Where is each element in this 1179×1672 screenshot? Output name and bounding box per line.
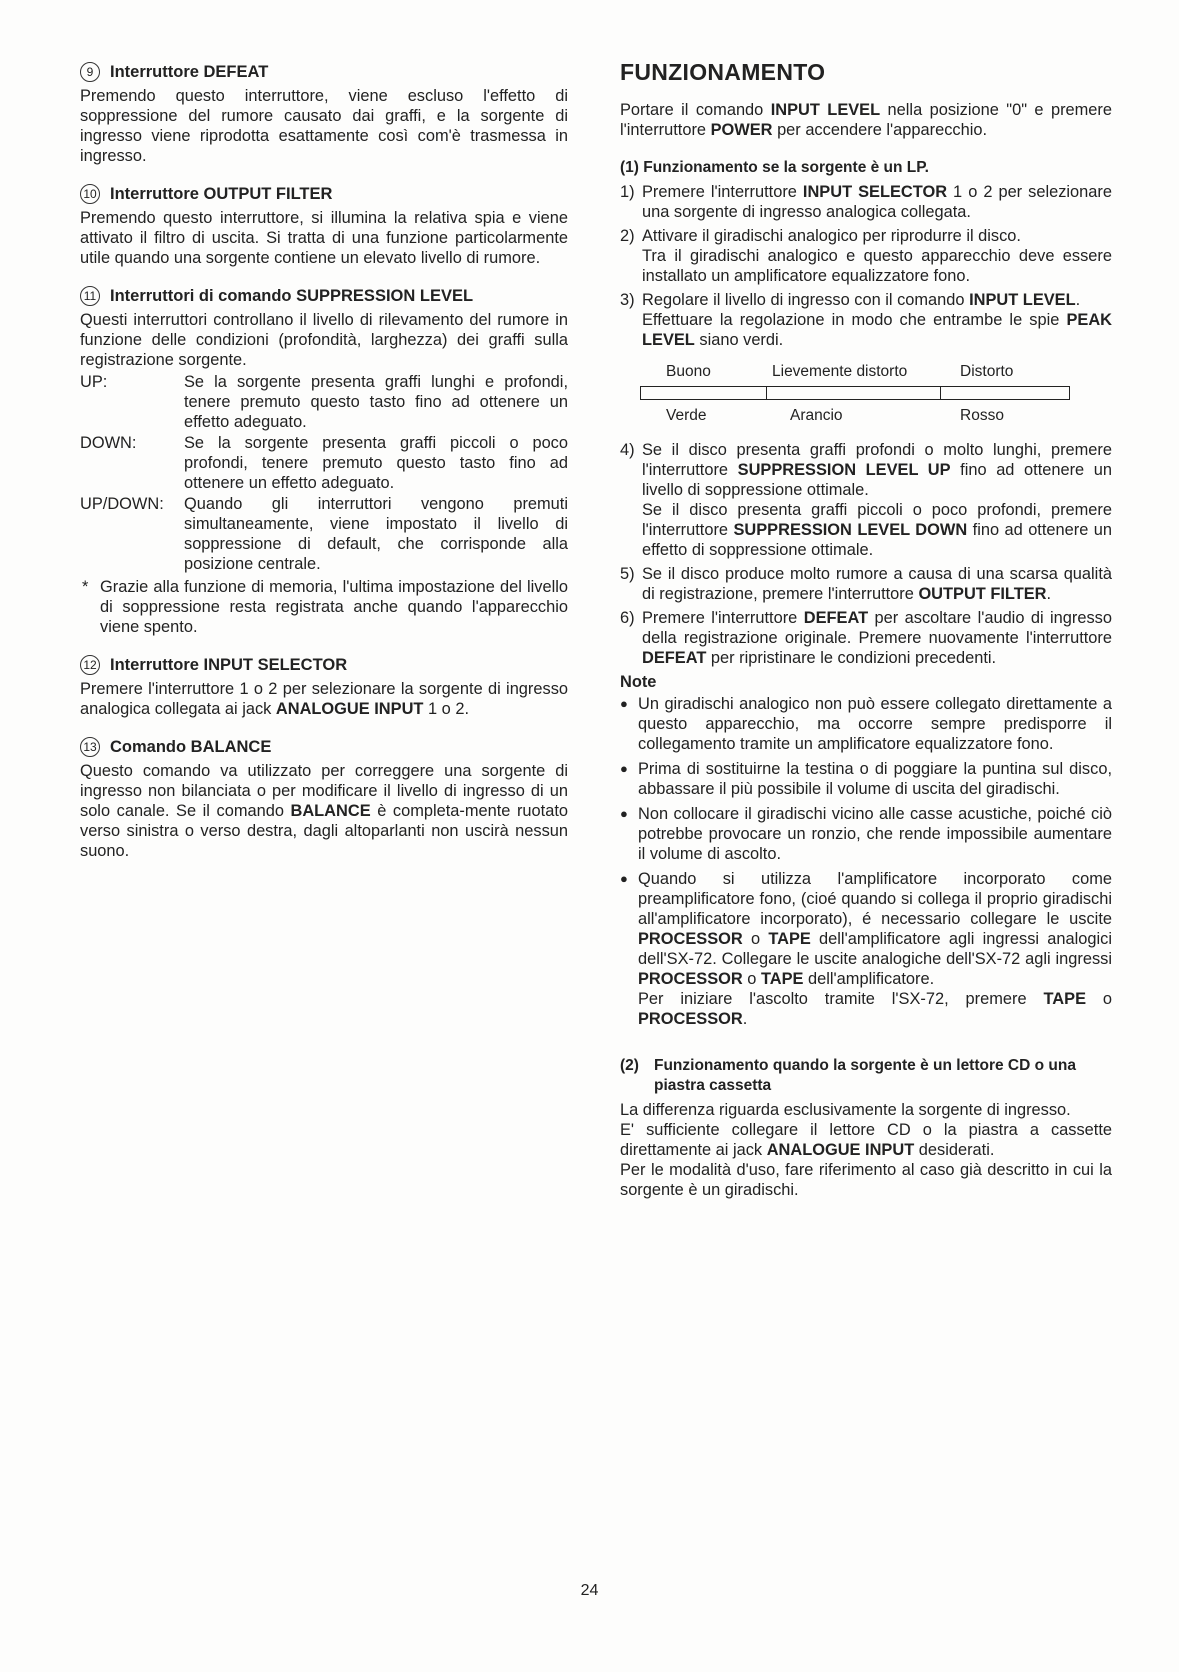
- text-run: Effettuare la regolazione in modo che entrambe le spie: [642, 311, 1067, 329]
- section-body: Premendo questo interruttore, si illumina la relativa spia e viene attivato il filtro di uscita. Si tratta di una funzione particolarmente utile quando una sorgente contiene un elevato livello di rumore.: [80, 209, 568, 267]
- text-run: nella posizione "0" e premere l'interruttore: [620, 101, 1112, 139]
- note-text: Un giradischi analogico non può essere collegato direttamente a questo apparecchio, ma occorre sempre predisporre il collegamento tramite un amplificatore equalizzatore fono.: [638, 695, 1112, 753]
- bold-term: TAPE: [768, 930, 811, 948]
- peak-scale-bar: [640, 386, 1070, 400]
- text-run: o: [742, 970, 761, 988]
- note-text: Prima di sostituirne la testina o di poggiare la puntina sul disco, abbassare il più possibile il volume di uscita del giradischi.: [638, 760, 1112, 798]
- cd-paragraph: Per le modalità d'uso, fare riferimento al caso già descritto in cui la sorgente è un giradischi.: [620, 1161, 1112, 1199]
- section-output-filter: [80, 184, 568, 268]
- peak-scale-tick: [766, 386, 767, 400]
- bold-term: INPUT LEVEL: [969, 291, 1076, 309]
- note-text: [638, 869, 1112, 1029]
- cd-heading: [620, 1056, 1112, 1096]
- section-heading: [80, 286, 568, 306]
- text-run: .: [742, 1010, 748, 1028]
- circled-number: 9: [80, 62, 100, 82]
- text-run: siano verdi.: [694, 331, 784, 349]
- definition-desc: Se la sorgente presenta graffi piccoli o poco profondi, tenere premuto questo tasto fino ad ottenere un effetto adeguato.: [184, 434, 568, 492]
- text-run: Premere l'interruttore 1 o 2 per selezionare la sorgente di ingresso analogica collegata ai jack: [80, 680, 568, 718]
- bold-term: DEFEAT: [642, 649, 707, 667]
- definition-term: DOWN:: [80, 434, 137, 452]
- peak-color-red: Rosso: [960, 407, 1004, 424]
- text-run: Questo comando va utilizzato per correggere una sorgente di ingresso non bilanciata o per modificare il livello di ingresso di un solo canale. Se il comando: [80, 762, 568, 820]
- note-item: [620, 869, 1112, 1029]
- memory-note: [80, 577, 568, 637]
- peak-color-green: Verde: [666, 407, 707, 424]
- step-item: [620, 226, 1112, 286]
- section-title: Interruttore INPUT SELECTOR: [110, 656, 348, 674]
- lp-heading: (1) Funzionamento se la sorgente è un LP.: [620, 159, 929, 176]
- peak-label-distorted: Distorto: [960, 363, 1014, 380]
- section-heading: [80, 737, 568, 757]
- bold-term: INPUT LEVEL: [770, 101, 881, 119]
- step-text: [642, 290, 1112, 350]
- text-run: dell'amplificatore agli ingressi analogici dell'SX-72. Collegare le uscite analogiche dell'SX-72 agli ingressi: [638, 930, 1112, 968]
- text-run: Regolare il livello di ingresso con il comando: [642, 291, 970, 309]
- definition-list: [80, 372, 568, 574]
- left-column: [80, 62, 568, 879]
- text-run: Attivare il giradischi analogico per riprodurre il disco.: [642, 227, 1021, 245]
- step-item: [620, 608, 1112, 668]
- cd-paragraph: La differenza riguarda esclusivamente la sorgente di ingresso.: [620, 1101, 1071, 1119]
- note-text: Non collocare il giradischi vicino alle casse acustiche, poiché ciò potrebbe provocare un ronzio, che rende impossibile aumentare il volume di ascolto.: [638, 805, 1112, 863]
- text-run: per accendere l'apparecchio.: [772, 121, 988, 139]
- bold-term: TAPE: [760, 970, 804, 988]
- peak-label-slight: Lievemente distorto: [772, 363, 908, 380]
- text-run: .: [1075, 291, 1081, 309]
- text-run: Quando si utilizza l'amplificatore incorporato come preamplificatore fono, (cioé quando si collega il proprio giradischi all'amplificatore incorporato), é necessario collegare le uscite: [638, 870, 1112, 928]
- section-suppression-level: [80, 286, 568, 637]
- bullet-icon: ●: [620, 871, 628, 886]
- bold-term: OUTPUT FILTER: [918, 585, 1047, 603]
- bullet-icon: ●: [620, 806, 628, 821]
- circled-number: 11: [80, 286, 100, 306]
- bullet-icon: ●: [620, 761, 628, 776]
- bold-term: PROCESSOR: [638, 930, 743, 948]
- section-body: [80, 679, 568, 719]
- bold-term: POWER: [710, 121, 773, 139]
- bold-term: INPUT SELECTOR: [802, 183, 948, 201]
- bold-term: PEAK LEVEL: [642, 311, 1112, 349]
- section-defeat: [80, 62, 568, 166]
- step-number: 1): [620, 183, 635, 201]
- text-run: Se il disco presenta graffi piccoli o poco profondi, premere l'interruttore: [642, 501, 1112, 539]
- memory-note-text: Grazie alla funzione di memoria, l'ultima impostazione del livello di soppressione resta registrata anche quando l'apparecchio viene spento.: [100, 578, 568, 636]
- text-run: dell'amplificatore.: [803, 970, 935, 988]
- text-run: è completa-mente ruotato verso sinistra o verso destra, dagli altoparlanti non uscirà nessun suono.: [80, 802, 568, 860]
- note-item: [620, 759, 1112, 799]
- definition-item: [80, 433, 568, 493]
- page-number: 24: [580, 1582, 599, 1599]
- step-item: [620, 290, 1112, 350]
- circled-number: 10: [80, 184, 100, 204]
- step-item: [620, 564, 1112, 604]
- step-text: [642, 564, 1112, 604]
- text-run: fino ad ottenere un livello di soppressione ottimale.: [642, 461, 1113, 499]
- circled-number: 12: [80, 655, 100, 675]
- bold-term: SUPPRESSION LEVEL UP: [737, 461, 951, 479]
- text-run: Se il disco presenta graffi profondi o molto lunghi, premere l'interruttore: [642, 441, 1112, 479]
- text-run: per ascoltare l'audio di ingresso della registrazione originale. Premere nuovamente l'interruttore: [642, 609, 1112, 647]
- section-heading: [80, 62, 568, 82]
- bold-term: ANALOGUE INPUT: [766, 1141, 915, 1159]
- text-run: E' sufficiente collegare il lettore CD o la piastra a cassette direttamente ai jack: [620, 1121, 1112, 1159]
- cd-heading-text: Funzionamento quando la sorgente è un lettore CD o una piastra cassetta: [654, 1057, 1076, 1094]
- definition-term: UP/DOWN:: [80, 495, 164, 513]
- definition-desc: Se la sorgente presenta graffi lunghi e profondi, tenere premuto questo tasto fino ad ottenere un effetto adeguato.: [184, 373, 568, 431]
- asterisk-mark: *: [82, 578, 89, 596]
- section-title: Comando BALANCE: [110, 738, 272, 756]
- step-number: 5): [620, 565, 635, 583]
- text-run: o: [1086, 990, 1113, 1008]
- text-run: .: [1046, 585, 1052, 603]
- text-run: Se il disco produce molto rumore a causa di una scarsa qualità di registrazione, premere l'interruttore: [642, 565, 1112, 603]
- circled-number: 13: [80, 737, 100, 757]
- section-input-selector: [80, 655, 568, 719]
- peak-label-good: Buono: [666, 363, 711, 380]
- peak-color-orange: Arancio: [790, 407, 843, 424]
- text-run: o: [742, 930, 769, 948]
- definition-desc: Quando gli interruttori vengono premuti simultaneamente, viene impostato il livello di soppressione di default, che corrisponde alla posizione centrale.: [184, 495, 568, 573]
- text-run: desiderati.: [914, 1141, 995, 1159]
- peak-scale-tick: [940, 386, 941, 400]
- bold-term: PROCESSOR: [638, 970, 743, 988]
- definition-item: [80, 494, 568, 574]
- text-run: per ripristinare le condizioni precedenti.: [706, 649, 997, 667]
- section-body: [80, 761, 568, 861]
- section-title: Interruttori di comando SUPPRESSION LEVEL: [110, 287, 474, 305]
- right-column: [620, 59, 1113, 1200]
- text-run: Premere l'interruttore: [642, 183, 803, 201]
- text-run: 1 o 2 per selezionare una sorgente di ingresso analogica collegata.: [642, 183, 1112, 221]
- text-run: Portare il comando: [620, 101, 771, 119]
- step-text: [642, 226, 1112, 286]
- step-number: 4): [620, 441, 635, 459]
- step-item: [620, 440, 1112, 560]
- text-run: 1 o 2.: [423, 700, 469, 718]
- section-title: Interruttore OUTPUT FILTER: [110, 185, 333, 203]
- text-run: Tra il giradischi analogico e questo apparecchio deve essere installato un amplificatore equalizzatore fono.: [642, 247, 1112, 285]
- step-text: [642, 440, 1112, 560]
- step-text: [642, 608, 1112, 668]
- definition-term: UP:: [80, 373, 108, 391]
- section-heading: [80, 655, 568, 675]
- note-item: [620, 694, 1112, 754]
- cd-paragraph: [620, 1120, 1112, 1160]
- step-number: 2): [620, 227, 635, 245]
- bullet-icon: ●: [620, 696, 628, 711]
- step-text: [642, 182, 1112, 222]
- bold-term: TAPE: [1043, 990, 1086, 1008]
- bold-term: ANALOGUE INPUT: [275, 700, 424, 718]
- step-number: 3): [620, 291, 635, 309]
- cd-heading-number: (2): [620, 1057, 639, 1074]
- page-title: FUNZIONAMENTO: [620, 59, 826, 85]
- text-run: Per iniziare l'ascolto tramite l'SX-72, premere: [638, 990, 1044, 1008]
- note-heading: Note: [620, 673, 657, 691]
- section-balance: [80, 737, 568, 861]
- section-body: Questi interruttori controllano il livello di rilevamento del rumore in funzione delle condizioni (profondità, larghezza) dei graffi sulla registrazione sorgente.: [80, 311, 568, 369]
- step-number: 6): [620, 609, 635, 627]
- peak-level-diagram: [620, 362, 1112, 432]
- bold-term: PROCESSOR: [638, 1010, 743, 1028]
- text-run: Premere l'interruttore: [642, 609, 804, 627]
- bold-term: BALANCE: [290, 802, 371, 820]
- intro-paragraph: [620, 100, 1112, 140]
- bold-term: SUPPRESSION LEVEL DOWN: [733, 521, 968, 539]
- definition-item: [80, 372, 568, 432]
- text-run: fino ad ottenere un effetto di soppressione ottimale.: [642, 521, 1113, 559]
- section-heading: [80, 184, 568, 204]
- section-body: Premendo questo interruttore, viene escluso l'effetto di soppressione del rumore causato dai graffi, e la sorgente di ingresso viene riprodotta esattamente così com'è trasmessa in ingresso.: [80, 87, 568, 165]
- note-item: [620, 804, 1112, 864]
- section-title: Interruttore DEFEAT: [110, 63, 269, 81]
- step-item: [620, 182, 1112, 222]
- bold-term: DEFEAT: [803, 609, 869, 627]
